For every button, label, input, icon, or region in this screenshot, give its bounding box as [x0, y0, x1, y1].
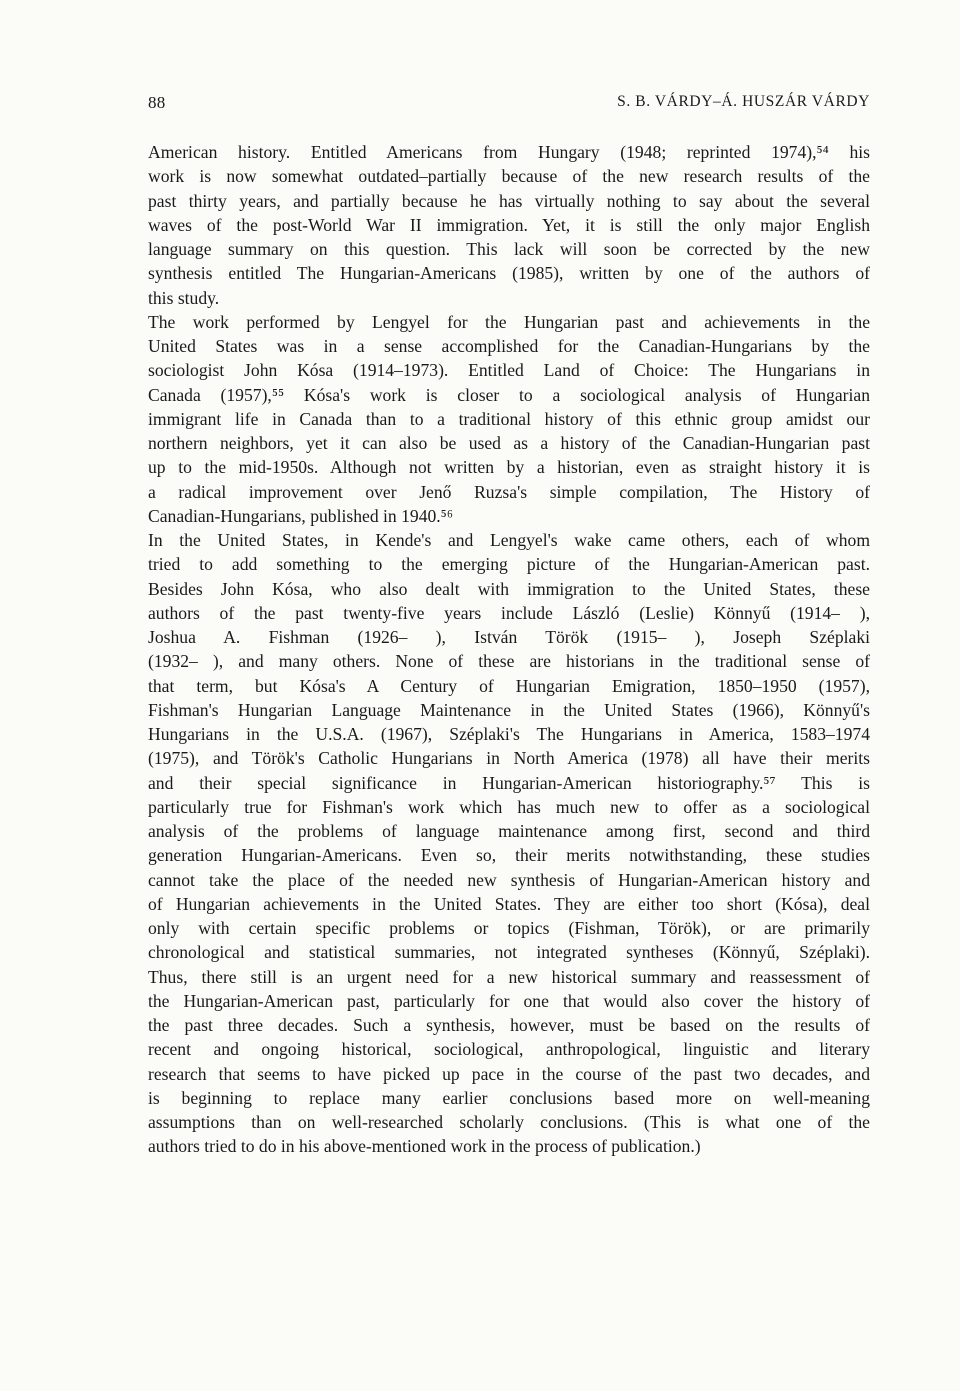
- text-line: (1932– ), and many others. None of these are historians in the traditional sense of: [148, 651, 870, 672]
- text-line: particularly true for Fishman's work which has much new to offer as a sociological: [148, 796, 870, 817]
- text-line: the Hungarian-American past, particularly for one that would also cover the history of: [148, 990, 870, 1011]
- text-line: that term, but Kósa's A Century of Hungarian Emigration, 1850–1950 (1957),: [148, 675, 870, 696]
- text-line: United States was in a sense accomplished for the Canadian-Hungarians by the: [148, 336, 870, 356]
- text-line: Hungarians in the U.S.A. (1967), Széplaki's The Hungarians in America, 1583–1974: [148, 724, 870, 744]
- text-line: and their special significance in Hungarian-American historiography.⁵⁷ This is: [148, 772, 870, 793]
- text-line: Thus, there still is an urgent need for a new historical summary and reassessment of: [148, 966, 870, 987]
- text-line: the past three decades. Such a synthesis, however, must be based on the results of: [148, 1015, 870, 1035]
- paragraph: [148, 140, 870, 310]
- text-line: (1975), and Török's Catholic Hungarians in North America (1978) all have their merits: [148, 748, 870, 769]
- text-line: this study.: [148, 287, 220, 308]
- text-line: sociologist John Kósa (1914–1973). Entitled Land of Choice: The Hungarians in: [148, 360, 870, 381]
- text-line: generation Hungarian-Americans. Even so, their merits notwithstanding, these studies: [148, 845, 870, 866]
- text-line: a radical improvement over Jenő Ruzsa's simple compilation, The History of: [148, 481, 870, 502]
- text-line: Joshua A. Fishman (1926– ), István Török (1915– ), Joseph Széplaki: [148, 627, 870, 647]
- body-text: [148, 140, 870, 1159]
- text-line: immigrant life in Canada than to a traditional history of this ethnic group amidst our: [148, 408, 870, 429]
- text-line: Besides John Kósa, who also dealt with immigration to the United States, these: [148, 578, 870, 599]
- text-line: assumptions than on well-researched scholarly conclusions. (This is what one of the: [148, 1112, 870, 1132]
- text-line: Fishman's Hungarian Language Maintenance in the United States (1966), Könnyű's: [148, 699, 870, 720]
- text-line: In the United States, in Kende's and Lengyel's wake came others, each of whom: [148, 530, 870, 550]
- text-line: The work performed by Lengyel for the Hungarian past and achievements in the: [148, 311, 870, 332]
- text-line: research that seems to have picked up pace in the course of the past two decades, and: [148, 1063, 870, 1084]
- text-line: is beginning to replace many earlier conclusions based more on well-meaning: [148, 1087, 870, 1108]
- text-line: synthesis entitled The Hungarian-Americans (1985), written by one of the authors of: [148, 263, 870, 284]
- text-line: cannot take the place of the needed new synthesis of Hungarian-American history and: [148, 869, 870, 890]
- text-line: work is now somewhat outdated–partially because of the new research results of the: [148, 166, 870, 187]
- text-line: language summary on this question. This lack will soon be corrected by the new: [148, 239, 870, 259]
- text-line: Canadian-Hungarians, published in 1940.⁵⁶: [148, 505, 453, 526]
- text-line: up to the mid-1950s. Although not written by a historian, even as straight history it is: [148, 457, 870, 478]
- text-line: northern neighbors, yet it can also be used as a history of the Canadian-Hungarian past: [148, 433, 870, 453]
- paragraph: [148, 310, 870, 528]
- text-line: past thirty years, and partially because he has virtually nothing to say about the several: [148, 190, 870, 211]
- text-line: of Hungarian achievements in the United States. They are either too short (Kósa), deal: [148, 893, 870, 914]
- text-line: chronological and statistical summaries, not integrated syntheses (Könnyű, Széplaki).: [148, 942, 870, 963]
- page-number: 88: [148, 93, 166, 112]
- running-head: [148, 93, 870, 117]
- text-line: authors of the past twenty-five years include László (Leslie) Könnyű (1914– ),: [148, 602, 870, 623]
- text-line: American history. Entitled Americans from Hungary (1948; reprinted 1974),⁵⁴ his: [148, 142, 870, 162]
- paragraph: [148, 528, 870, 1159]
- text-line: tried to add something to the emerging picture of the Hungarian-American past.: [148, 554, 870, 575]
- text-line: only with certain specific problems or topics (Fishman, Török), or are primarily: [148, 918, 870, 938]
- text-line: analysis of the problems of language maintenance among first, second and third: [148, 821, 870, 841]
- text-line: recent and ongoing historical, sociological, anthropological, linguistic and literary: [148, 1039, 870, 1060]
- running-head-authors: S. B. VÁRDY–Á. HUSZÁR VÁRDY: [617, 93, 870, 110]
- text-line: authors tried to do in his above-mentioned work in the process of publication.): [148, 1136, 701, 1157]
- text-line: Canada (1957),⁵⁵ Kósa's work is closer to a sociological analysis of Hungarian: [148, 384, 870, 405]
- text-line: waves of the post-World War II immigration. Yet, it is still the only major English: [148, 214, 870, 235]
